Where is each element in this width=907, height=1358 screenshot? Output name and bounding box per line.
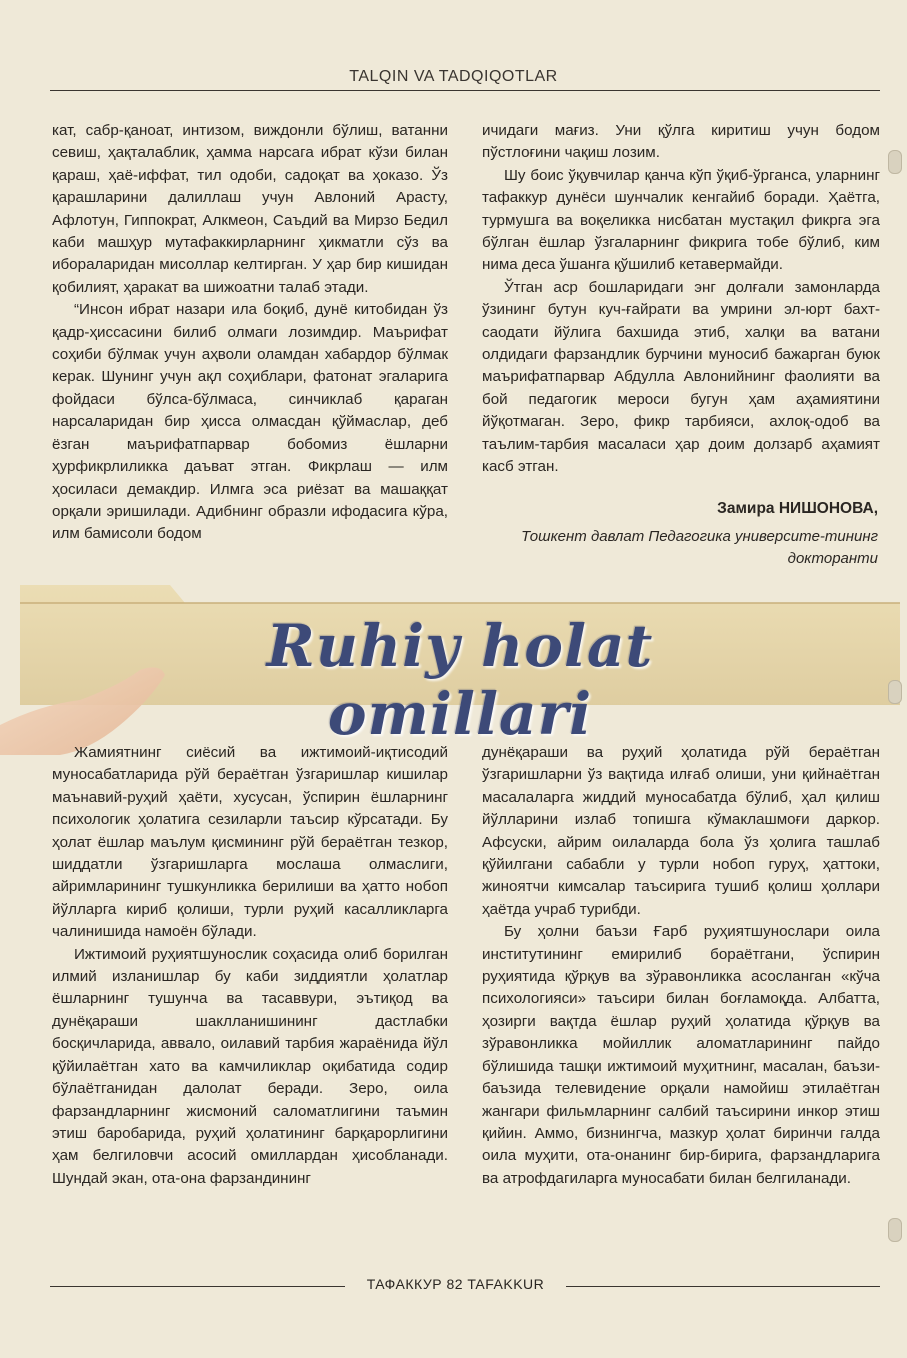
article2-column-1 <box>52 742 448 1190</box>
article2-column-2 <box>482 742 880 1190</box>
author-affiliation: Тошкент давлат Педагогика университе-тининг докторанти <box>521 528 878 567</box>
section-title: Ruhiy holat omillari <box>266 612 654 748</box>
journal-section-title: TALQIN VA TADQIQOTLAR <box>349 68 558 85</box>
paragraph: Жамиятнинг сиёсий ва ижтимоий-иқтисодий муносабатларида рўй бераётган ўзгаришлар кишилар маънавий-руҳий ҳаёти, хусусан, ўспирин ёшларнинг психологик ҳолатига сезиларли таъсир кўрсатади. Бу ҳолат ёшлар маълум қисмининг рўй бераётган тезкор, шиддатли ўзгаришларга мослаша олмаслиги, айримларининг тушкунликка берилиши ва ҳатто нобоп йўлларга кириб қолиши, турли руҳий касалликларга чалинишида намоён бўлади. <box>52 744 448 941</box>
article1-column-2 <box>482 120 880 479</box>
paragraph: Бу ҳолни баъзи Ғарб руҳиятшунослари оила институтининг емирилиб бораётгани, ўспирин руҳиятида қўрқув ва зўравонликка асосланган «кўча психологияси» таъсири билан боғламоқда. Албатта, ҳозирги вақтда ёшлар руҳий ҳолатида қўрқув ва зўравонликка мойиллик аломатларининг пайдо бўлишида ташқи ижтимоий муҳитнинг, масалан, баъзи-баъзида телевидение орқали намойиш этилаётган жангари фильмларнинг салбий таъсирини инкор этиш қийин. Аммо, бизнингча, мазкур ҳолат биринчи галда оила муҳити, ота-онанинг бир-бирига, фарзандларига ва атрофдагиларга муносабати билан белгиланади. <box>482 923 880 1187</box>
footer-rule-right <box>566 1286 880 1287</box>
header-rule <box>50 90 880 91</box>
paragraph: Ижтимоий руҳиятшунослик соҳасида олиб борилган илмий изланишлар бу каби зиддиятли ҳолатлар ёшларнинг тушунча ва тасаввури, эътиқод ва дунёқараши шаклланишининг дастлабки босқичларида, аввало, оилавий тарбия жараёнида йўл қўйилаётган хато ва камчиликлар оқибатида содир бўлаётганидан далолат беради. Зеро, оила фарзандларнинг жисмоний саломатлигини таъмин этиш баробарида, руҳий ҳолатининг барқарорлигини ҳам белгиловчи асосий омиллардан ҳисобланади. Шундай экан, ота-она фарзандининг <box>52 945 448 1187</box>
paragraph: дунёқараши ва руҳий ҳолатида рўй бераётган ўзгаришларни ўз вақтида илғаб олиши, уни қийнаётган масалаларга жиддий муносабатда бўлиб, ҳал қилиш йўлларини излаб топишга кўмаклашмоғи даркор. Афсуски, айрим оилаларда бола ўз ҳолига ташлаб қўйилгани сабабли у турли нобоп гуруҳ, ҳаттоки, жиноятчи кимсалар таъсирига тушиб қолиш ҳоллари ҳаётда учраб турибди. <box>482 744 880 918</box>
binding-hole <box>888 150 902 174</box>
article1-column-1 <box>52 120 448 546</box>
binding-hole <box>888 680 902 704</box>
paragraph: Ўтган аср бошларидаги энг долғали замонларда ўзининг бутун куч-ғайрати ва умрини эл-юрт бахт-саодати йўлига бахшида этиб, халқи ва ватани олдидаги фарзандлик бурчини муносиб бажарган буюк маърифатпарвар Абдулла Авлонийнинг фаолияти ва бой педагогик мероси бугун ҳам аҳамиятини йўқотмаган. Зеро, фикр тарбияси, ахлоқ-одоб ва таълим-тарбия масаласи ҳар доим долзарб аҳамият касб этган. <box>482 278 880 476</box>
paragraph: “Инсон ибрат назари ила боқиб, дунё китобидан ўз қадр-ҳиссасини билиб олмаги лозимдир. Маърифат соҳиби бўлмак учун аҳволи оламдан хабардор бўлмак керак. Шунинг учун ақл соҳиблари, фатонат эгаларига фойдаси бўлса-бўлмаса, синчиклаб қараган нарсаларидан бир ҳисса олмасдан қўймаслар, деб ёзган маърифатпарвар бобомиз ёшларни ҳурфикрлиликка даъват этган. Фикрлаш — илм ҳосиласи демакдир. Илмга эса риёзат ва машаққат орқали эришилади. Адибнинг образли ифодасига кўра, илм бамисоли бодом <box>52 301 448 543</box>
footer-page-label: ТАФАККУР 82 TAFAKKUR <box>366 1276 545 1292</box>
binding-hole <box>888 1218 902 1242</box>
author-name: Замира НИШОНОВА, <box>717 500 878 517</box>
paragraph: ичидаги мағиз. Уни қўлга киритиш учун бодом пўстлоғини чақиш лозим. <box>482 122 880 162</box>
paragraph: Шу боис ўқувчилар қанча кўп ўқиб-ўрганса, уларнинг тафаккур дунёси шунчалик кенгайиб боради. Ҳаётга, турмушга ва воқеликка нисбатан мустақил фикрга эга бўлган ёшлар ўзгаларнинг фикрига тобе бўлиб, ким нима деса ўшанга қўшилиб кетавермайди. <box>482 166 880 274</box>
paragraph: кат, сабр-қаноат, интизом, виждонли бўлиш, ватанни севиш, ҳақталаблик, ҳамма нарсага ибрат кўзи билан қараш, ҳаё-иффат, тил одоби, садоқат ва ҳоказо. Ўз қарашларини далиллаш учун Авлоний Арасту, Афлотун, Гиппократ, Алкмеон, Саъдий ва Мирзо Бедил каби машҳур мутафаккирларнинг ҳикматли сўз ва ибораларидан мисоллар келтирган. У ҳар бир кишидан қобилият, ҳаракат ва шижоатни талаб этади. <box>52 122 448 296</box>
footer-rule-left <box>50 1286 345 1287</box>
